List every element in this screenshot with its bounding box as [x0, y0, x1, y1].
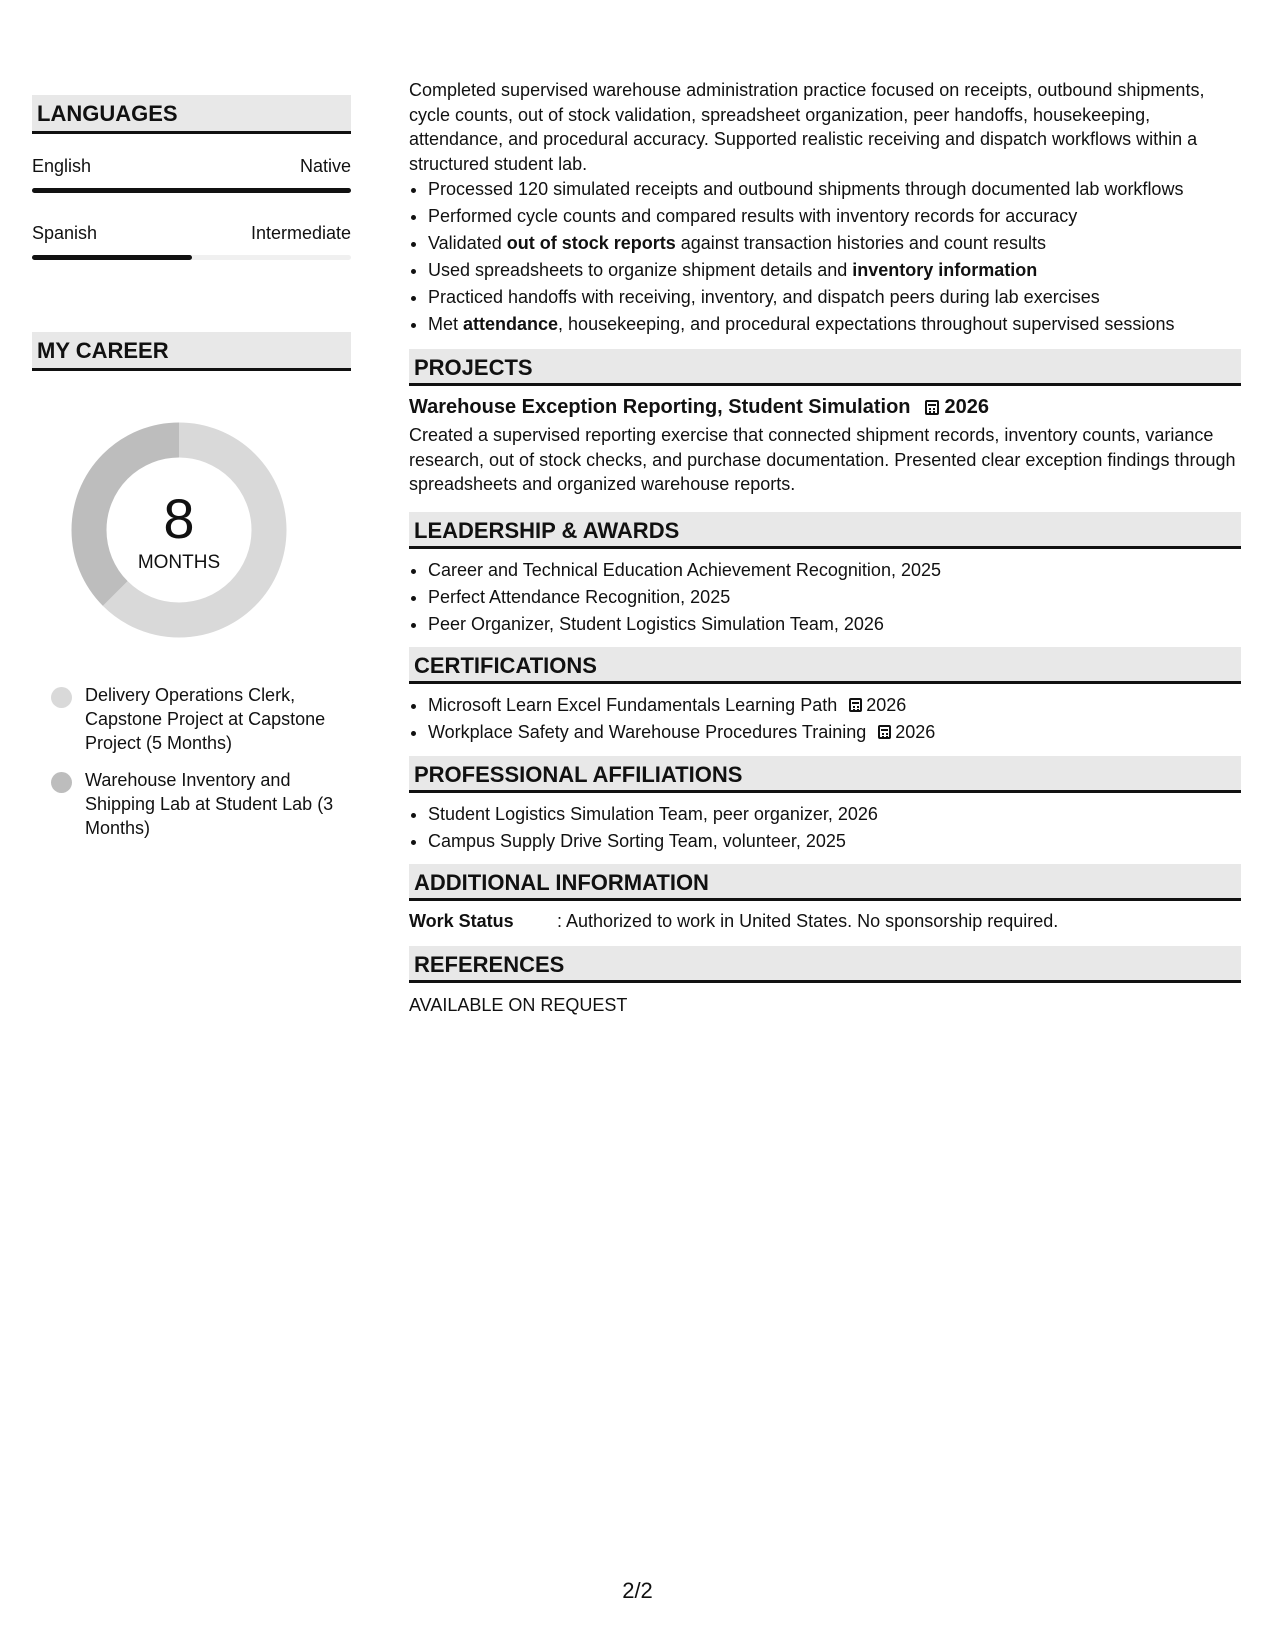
career-heading: MY CAREER [32, 332, 351, 371]
leadership-heading: LEADERSHIP & AWARDS [409, 512, 1241, 549]
list-item [428, 694, 1241, 716]
bold-run: inventory information [852, 260, 1038, 280]
affiliations-heading: PROFESSIONAL AFFILIATIONS [409, 756, 1241, 793]
references-heading: REFERENCES [409, 946, 1241, 983]
certifications-heading: CERTIFICATIONS [409, 647, 1241, 684]
text-run: Validated [428, 233, 507, 253]
list-item: • Perfect Attendance Recognition, 2025 [428, 586, 1241, 608]
work-status-value: : Authorized to work in United States. No sponsorship required. [557, 910, 1059, 931]
language-proficiency-fill [32, 188, 351, 193]
language-proficiency-fill [32, 255, 192, 260]
work-status-key: Work Status [409, 910, 514, 931]
legend-item [51, 768, 340, 840]
language-name: Spanish [32, 223, 98, 243]
career-legend [32, 683, 351, 840]
career-total: 8 [163, 487, 195, 550]
list-item [428, 232, 1241, 254]
text-run: Met [428, 314, 464, 334]
language-level: Native [299, 156, 351, 176]
certifications-list [409, 694, 1241, 743]
list-item: • Career and Technical Education Achievement Recognition, 2025 [428, 559, 1241, 581]
project-title: Warehouse Exception Reporting, Student Simulation [409, 396, 911, 418]
project-description: Created a supervised reporting exercise that connected shipment records, inventory counts, variance research, out of stock checks, and purchase documentation. Presented clear exception findings through spreadsheets and organized warehouse reports. [409, 425, 1236, 494]
calendar-icon [849, 698, 862, 712]
language-name: English [32, 156, 92, 176]
additional-heading: ADDITIONAL INFORMATION [409, 864, 1241, 901]
legend-dot [51, 687, 72, 708]
language-proficiency-bar [32, 188, 351, 193]
language-item-spanish [32, 223, 351, 260]
work-status-row [409, 911, 1241, 932]
language-item-english [32, 156, 351, 193]
leadership-list [409, 559, 1241, 635]
projects-heading: PROJECTS [409, 349, 1241, 386]
cert-year: 2026 [895, 721, 936, 742]
legend-label: Warehouse Inventory and Shipping Lab at Student Lab (3 Months) [85, 770, 334, 838]
career-unit: MONTHS [137, 552, 221, 573]
list-item [428, 721, 1241, 743]
experience-bullets [409, 178, 1241, 335]
text-run: , housekeeping, and procedural expectations throughout supervised sessions [558, 314, 1175, 334]
cert-name: Microsoft Learn Excel Fundamentals Learning Path [428, 694, 838, 715]
career-donut-chart [64, 415, 294, 645]
list-item: • Practiced handoffs with receiving, inventory, and dispatch peers during lab exercises [428, 286, 1241, 308]
list-item [428, 313, 1241, 335]
references-text: AVAILABLE ON REQUEST [409, 994, 628, 1015]
cert-year: 2026 [866, 694, 907, 715]
project-year: 2026 [944, 396, 990, 418]
list-item: • Performed cycle counts and compared results with inventory records for accuracy [428, 205, 1241, 227]
list-item [428, 259, 1241, 281]
calendar-icon [925, 400, 939, 415]
bold-run: out of stock reports [506, 233, 676, 253]
page-number: 2/2 [622, 1578, 653, 1603]
text-run: against transaction histories and count results [675, 233, 1046, 253]
language-proficiency-bar [32, 255, 351, 260]
calendar-icon [878, 725, 891, 739]
affiliations-list [409, 803, 1241, 852]
list-item: • Student Logistics Simulation Team, peer organizer, 2026 [428, 803, 1241, 825]
legend-label: Delivery Operations Clerk, Capstone Project at Capstone Project (5 Months) [85, 685, 326, 753]
list-item: • Processed 120 simulated receipts and outbound shipments through documented lab workflows [428, 178, 1241, 200]
language-level: Intermediate [250, 223, 351, 243]
main-column [409, 78, 1241, 1017]
languages-heading: LANGUAGES [32, 95, 351, 134]
text-run: Used spreadsheets to organize shipment details and [428, 260, 853, 280]
bold-run: attendance [463, 314, 559, 334]
list-item: • Campus Supply Drive Sorting Team, volunteer, 2025 [428, 830, 1241, 852]
experience-summary: Completed supervised warehouse administration practice focused on receipts, outbound shipments, cycle counts, out of stock validation, spreadsheet organization, peer handoffs, housekeeping, attendance, and procedural accuracy. Supported realistic receiving and dispatch workflows within a structured student lab. [409, 80, 1205, 174]
project-title-row [409, 396, 1241, 419]
legend-dot [51, 772, 72, 793]
sidebar [32, 95, 351, 853]
legend-item [51, 683, 340, 755]
list-item: • Peer Organizer, Student Logistics Simulation Team, 2026 [428, 613, 1241, 635]
cert-name: Workplace Safety and Warehouse Procedures Training [428, 721, 867, 742]
